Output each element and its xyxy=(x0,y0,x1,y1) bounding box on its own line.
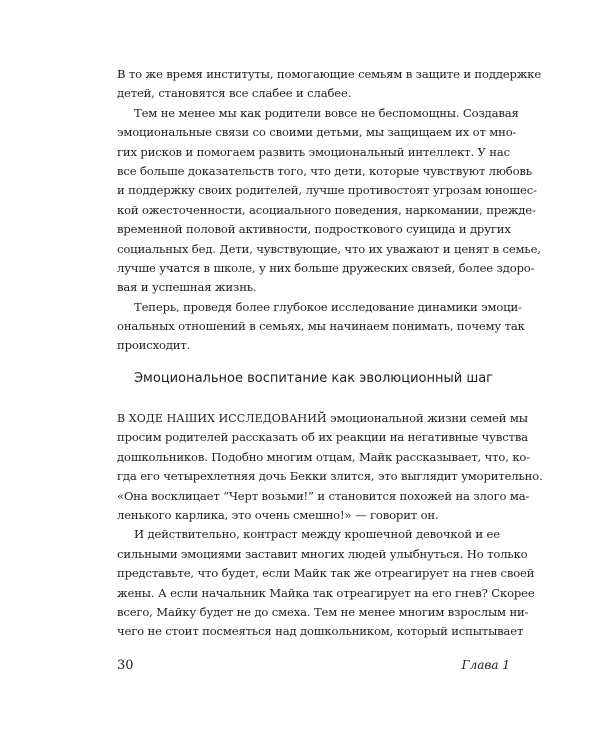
text-line: Тем не менее мы как родители вовсе не беспомощны. Создавая xyxy=(134,105,519,120)
text-line: и поддержку своих родителей, лучше противостоят угрозам юношес- xyxy=(117,183,537,198)
page-footer xyxy=(117,658,510,678)
body-text-section-1 xyxy=(117,65,542,356)
text-line: кой ожесточенности, асоциального поведения, наркомании, прежде- xyxy=(117,202,536,217)
lead-rest: эмоциональной жизни семей мы xyxy=(326,411,528,425)
text-line: социальных бед. Дети, чувствующие, что их уважают и ценят в семье, xyxy=(117,241,541,256)
body-text-section-2 xyxy=(117,409,543,642)
lead-caps: В ХОДЕ НАШИХ ИССЛЕДОВАНИЙ xyxy=(117,412,327,425)
text-line: Теперь, проведя более глубокое исследование динамики эмоци- xyxy=(134,299,522,314)
text-line: жены. А если начальник Майка так отреагирует на его гнев? Скорее xyxy=(117,585,535,600)
text-line-lead xyxy=(117,409,528,428)
text-line: всего, Майку будет не до смеха. Тем не менее многим взрослым ни- xyxy=(117,604,529,619)
page-number: 30 xyxy=(117,658,134,673)
text-line: вая и успешная жизнь. xyxy=(117,280,257,295)
text-line: ональных отношений в семьях, мы начинаем понимать, почему так xyxy=(117,319,525,334)
section-heading: Эмоциональное воспитание как эволюционный шаг xyxy=(133,371,494,386)
text-line: И действительно, контраст между крошечной девочкой и ее xyxy=(134,527,500,542)
text-line: «Она восклицает “Черт возьми!” и становится похожей на злого ма- xyxy=(117,488,530,503)
text-line: гда его четырехлетняя дочь Бекки злится, это выглядит уморительно. xyxy=(117,469,543,484)
text-line: сильными эмоциями заставит многих людей улыбнуться. Но только xyxy=(117,546,528,561)
text-line: лучше учатся в школе, у них больше дружеских связей, более здоро- xyxy=(117,260,535,275)
text-line: просим родителей рассказать об их реакции на негативные чувства xyxy=(117,430,528,445)
text-line: детей, становятся все слабее и слабее. xyxy=(117,86,352,101)
text-line: гих рисков и помогаем развить эмоциональный интеллект. У нас xyxy=(117,144,510,159)
text-line: временной половой активности, подросткового суицида и других xyxy=(117,222,511,237)
text-line: В то же время институты, помогающие семьям в защите и поддержке xyxy=(117,67,542,81)
text-line: дошкольников. Подобно многим отцам, Майк рассказывает, что, ко- xyxy=(117,449,531,464)
text-line: происходит. xyxy=(117,338,191,353)
text-line: чего не стоит посмеяться над дошкольником, который испытывает xyxy=(117,624,524,639)
chapter-label: Глава 1 xyxy=(461,658,510,672)
text-line: представьте, что будет, если Майк так же отреагирует на гнев своей xyxy=(117,566,535,581)
text-line: ленького карлика, это очень смешно!» — говорит он. xyxy=(117,507,439,522)
text-line: эмоциональные связи со своими детьми, мы защищаем их от мно- xyxy=(117,125,517,140)
text-line: все больше доказательств того, что дети, которые чувствуют любовь xyxy=(117,163,532,178)
